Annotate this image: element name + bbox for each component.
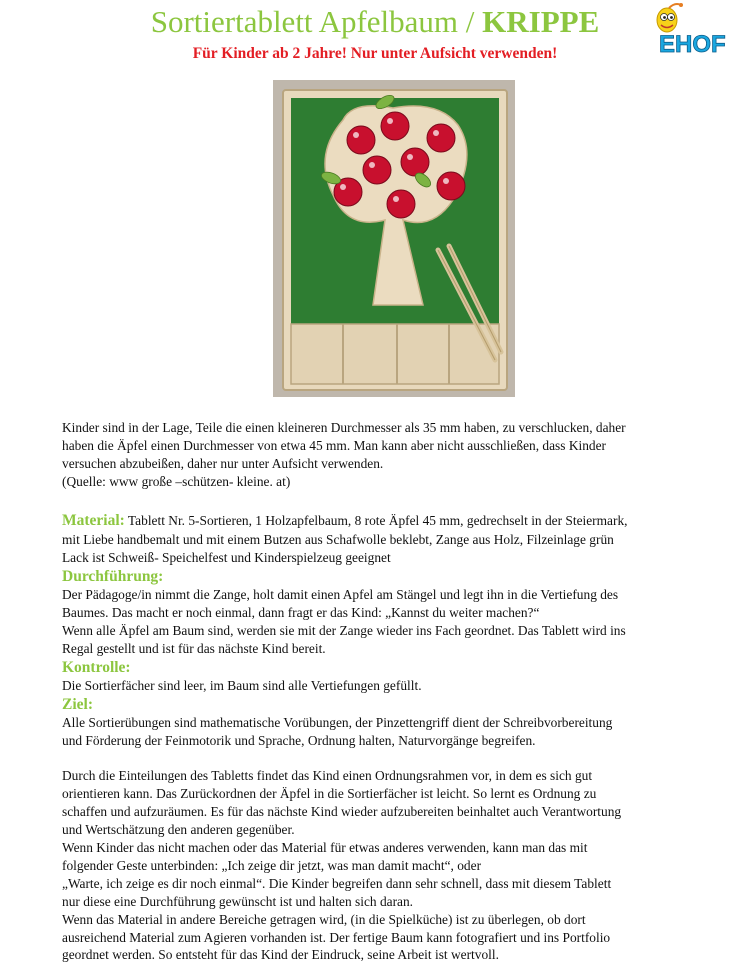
intro-source: (Quelle: www große –schützen- kleine. at) bbox=[62, 474, 291, 489]
durchfuehrung-line: Baumes. Das macht er noch einmal, dann fragt er das Kind: „Kannst du weiter machen?“ bbox=[62, 605, 540, 620]
body-line: ausreichend Material zum Agieren vorhanden ist. Der fertige Baum kann fotografiert und ins Portfolio bbox=[62, 930, 611, 945]
ziel-line: und Förderung der Feinmotorik und Sprache, Ordnung halten, Naturvorgänge begreifen. bbox=[62, 733, 536, 748]
kontrolle-heading: Kontrolle: bbox=[62, 659, 131, 676]
worm-mascot-logo-icon bbox=[653, 2, 745, 58]
body-line: Wenn das Material in andere Bereiche getragen wird, (in die Spielküche) ist zu überlegen, ob dort bbox=[62, 912, 586, 927]
title-emphasis: KRIPPE bbox=[482, 4, 600, 39]
page-title bbox=[0, 2, 750, 42]
body-line: nur diese eine Durchführung gewünscht ist und halten sich daran. bbox=[62, 894, 414, 909]
apple-tree-sorting-tray-photo-icon bbox=[273, 80, 515, 397]
intro-line: haben die Äpfel einen Durchmesser von etwa 45 mm. Man kann aber nicht ausschließen, dass Kinder bbox=[62, 438, 607, 453]
body-line: geordnet werden. So entsteht für das Kind der Eindruck, seine Arbeit ist wertvoll. bbox=[62, 947, 499, 962]
logo-letter-e: EHOF bbox=[659, 31, 726, 58]
body-line: schaffen und aufzuräumen. Es für das nächste Kind wieder aufzubereiten beinhaltet auch Verantwortung bbox=[62, 804, 622, 819]
ziel-line: Alle Sortierübungen sind mathematische Vorübungen, der Pinzettengriff dient der Schreibvorbereitung bbox=[62, 715, 613, 730]
body-line: orientieren kann. Das Zurückordnen der Äpfel in die Sortierfächer ist leicht. So lernt es Ordnung zu bbox=[62, 786, 597, 801]
kontrolle-line: Die Sortierfächer sind leer, im Baum sind alle Vertiefungen gefüllt. bbox=[62, 678, 422, 693]
body-line: folgender Geste unterbinden: „Ich zeige dir jetzt, was man damit macht“, oder bbox=[62, 858, 482, 873]
material-heading: Material: bbox=[62, 512, 125, 529]
title-main: Sortiertablett Apfelbaum / bbox=[150, 4, 483, 39]
intro-line: versuchen abzubeißen, daher nur unter Aufsicht verwenden. bbox=[62, 456, 384, 471]
ziel-heading: Ziel: bbox=[62, 696, 93, 713]
body-line: und Wertschätzung den anderen gegenüber. bbox=[62, 822, 295, 837]
body-line: Durch die Einteilungen des Tabletts findet das Kind einen Ordnungsrahmen vor, in dem es sich gut bbox=[62, 768, 593, 783]
body-line: Wenn Kinder das nicht machen oder das Material für etwas anderes verwenden, kann man das mit bbox=[62, 840, 588, 855]
material-line: mit Liebe handbemalt und mit einem Butzen aus Schafwolle beklebt, Zange aus Holz, Filzeinlage grün bbox=[62, 532, 614, 547]
intro-line: Kinder sind in der Lage, Teile die einen kleineren Durchmesser als 35 mm haben, zu verschlucken, daher bbox=[62, 420, 626, 435]
warning-text: Für Kinder ab 2 Jahre! Nur unter Aufsicht verwenden! bbox=[192, 45, 558, 62]
material-first-line bbox=[62, 512, 628, 530]
durchfuehrung-line: Der Pädagoge/in nimmt die Zange, holt damit einen Apfel am Stängel und legt ihn in die Vertiefung des bbox=[62, 587, 619, 602]
durchfuehrung-heading: Durchführung: bbox=[62, 568, 164, 585]
body-line: „Warte, ich zeige es dir noch einmal“. Die Kinder begreifen dann sehr schnell, dass mit diesem Tablett bbox=[62, 876, 612, 891]
durchfuehrung-line: Wenn alle Äpfel am Baum sind, werden sie mit der Zange wieder ins Fach geordnet. Das Tablett wird ins bbox=[62, 623, 626, 638]
material-line: Lack ist Schweiß- Speichelfest und Kinderspielzeug geeignet bbox=[62, 550, 391, 565]
material-text: Tablett Nr. 5-Sortieren, 1 Holzapfelbaum, 8 rote Äpfel 45 mm, gedrechselt in der Steiermark, bbox=[124, 513, 628, 528]
durchfuehrung-line: Regal gestellt und ist für das nächste Kind bereit. bbox=[62, 641, 326, 656]
